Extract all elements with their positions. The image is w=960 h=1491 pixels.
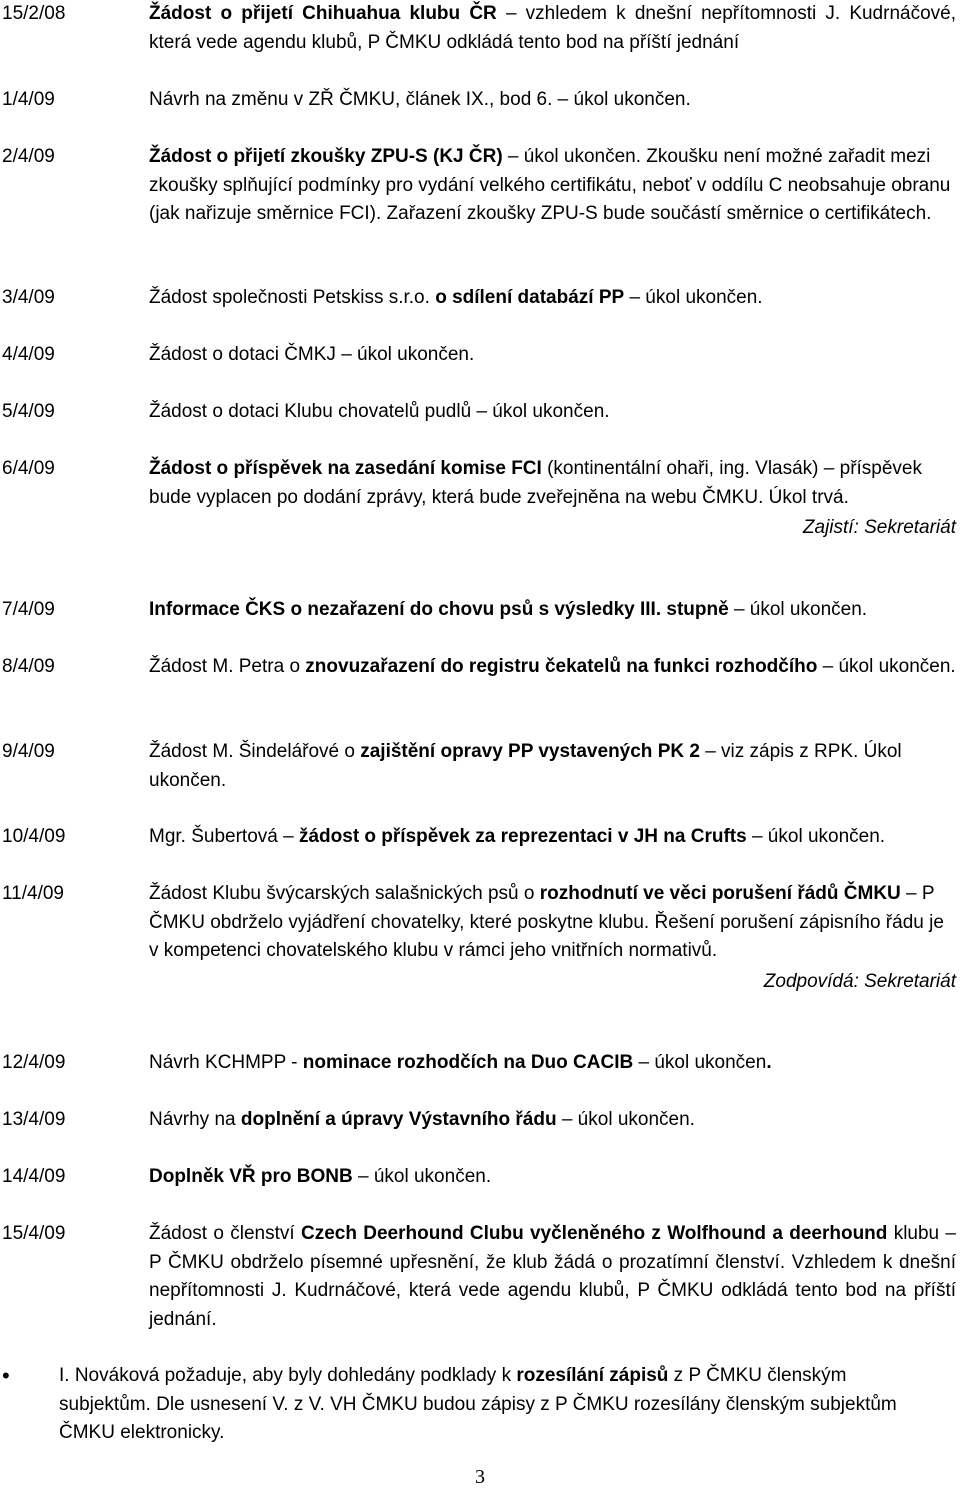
entry-signature: Zajistí: Sekretariát (802, 517, 956, 538)
entry-date: 2/4/09 (2, 146, 55, 167)
entry-date: 6/4/09 (2, 458, 55, 479)
entry-body: Žádost o přijetí Chihuahua klubu ČR – vzhledem k dnešní nepřítomnosti J. Kudrnáčové, která vede agendu klubů, P ČMKU odkládá tento bod na příští jednání (149, 3, 956, 53)
entry-body: Žádost o přijetí zkoušky ZPU-S (KJ ČR) – úkol ukončen. Zkoušku není možné zařadit mezi zkoušky splňující podmínky pro vydání velkého certifikátu, neboť v oddílu C neobsahuje obranu (jak nařizuje směrnice FCI). Zařazení zkoušky ZPU-S bude součástí směrnice o certifikátech. (149, 146, 951, 224)
entry-body: Žádost o dotaci ČMKJ – úkol ukončen. (149, 344, 475, 365)
entry-text (149, 823, 956, 852)
entry-text (149, 653, 956, 682)
entry-date: 5/4/09 (2, 401, 55, 422)
entry-date: 9/4/09 (2, 741, 55, 762)
entry-text (149, 284, 956, 313)
entry-date: 15/4/09 (2, 1223, 66, 1244)
entry-date: 12/4/09 (2, 1052, 66, 1073)
entry-text (149, 1106, 956, 1135)
entry-text (149, 86, 956, 115)
entry-body: Návrhy na doplnění a úpravy Výstavního řádu – úkol ukončen. (149, 1109, 695, 1130)
entry-body: Žádost o členství Czech Deerhound Clubu vyčleněného z Wolfhound a deerhound klubu – P ČMKU obdrželo písemné upřesnění, že klub žádá o prozatímní členství. Vzhledem k dnešní nepřítomnosti J. Kudrnáčové, která vede agendu klubů, P ČMKU odkládá tento bod na příští jednání. (149, 1223, 956, 1330)
entry-text (149, 1220, 956, 1334)
entry-body: Mgr. Šubertová – žádost o příspěvek za reprezentaci v JH na Crufts – úkol ukončen. (149, 826, 886, 847)
bullet-text: I. Nováková požaduje, aby byly dohledány podklady k rozesílání zápisů z P ČMKU členským subjektům. Dle usnesení V. z V. VH ČMKU budou zápisy z P ČMKU rozesílány členským subjektům ČMKU elektronicky. (59, 1365, 897, 1443)
entry-text (149, 738, 956, 795)
entry-text (149, 0, 956, 57)
bullet-icon: • (2, 1363, 10, 1388)
entry-date: 8/4/09 (2, 656, 55, 677)
entry-body: Žádost M. Šindelářové o zajištění opravy PP vystavených PK 2 – viz zápis z RPK. Úkol ukončen. (149, 741, 902, 791)
entry-body: Žádost o dotaci Klubu chovatelů pudlů – úkol ukončen. (149, 401, 610, 422)
entry-body: Doplněk VŘ pro BONB – úkol ukončen. (149, 1166, 492, 1187)
entry-body: Návrh na změnu v ZŘ ČMKU, článek IX., bod 6. – úkol ukončen. (149, 89, 691, 110)
entry-text (149, 596, 956, 625)
entry-date: 4/4/09 (2, 344, 55, 365)
entry-date: 3/4/09 (2, 287, 55, 308)
entry-date: 15/2/08 (2, 3, 66, 24)
entry-text (149, 1163, 956, 1192)
entry-date: 13/4/09 (2, 1109, 66, 1130)
entry-body: Návrh KCHMPP - nominace rozhodčích na Duo CACIB – úkol ukončen. (149, 1052, 772, 1073)
entry-body: Žádost společnosti Petskiss s.r.o. o sdílení databází PP – úkol ukončen. (149, 287, 763, 308)
entry-date: 14/4/09 (2, 1166, 66, 1187)
entry-text (149, 880, 956, 996)
entry-text (149, 341, 956, 370)
entry-date: 11/4/09 (2, 883, 64, 904)
entry-text (149, 1049, 956, 1078)
page-number: 3 (475, 1466, 485, 1488)
entry-body: Žádost M. Petra o znovuzařazení do registru čekatelů na funkci rozhodčího – úkol ukončen. (149, 656, 956, 677)
entry-text (149, 455, 956, 543)
entry-body: Informace ČKS o nezařazení do chovu psů s výsledky III. stupně – úkol ukončen. (149, 599, 868, 620)
entry-body: Žádost o příspěvek na zasedání komise FCI (kontinentální ohaři, ing. Vlasák) – příspěvek bude vyplacen po dodání zprávy, která bude zveřejněna na webu ČMKU. Úkol trvá. (149, 458, 923, 508)
entry-date: 10/4/09 (2, 826, 66, 847)
entry-signature: Zodpovídá: Sekretariát (763, 970, 956, 992)
entry-text (149, 143, 956, 229)
entry-date: 1/4/09 (2, 89, 55, 110)
entry-text (149, 398, 956, 427)
entry-date: 7/4/09 (2, 599, 55, 620)
entry-body: Žádost Klubu švýcarských salašnických psů o rozhodnutí ve věci porušení řádů ČMKU – P ČMKU obdrželo vyjádření chovatelky, které poskytne klubu. Řešení porušení zápisního řádu je v kompetenci chovatelského klubu v rámci jeho vnitřních normativů. (149, 883, 944, 961)
